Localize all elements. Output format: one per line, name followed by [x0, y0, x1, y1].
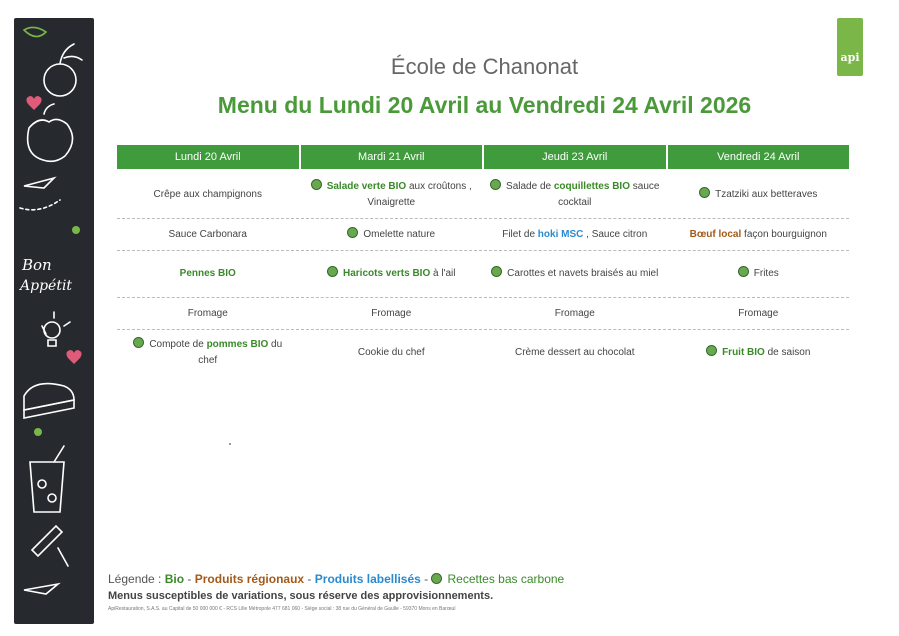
legend-prefix: Légende :	[108, 572, 165, 586]
low-carbon-leaf-icon	[431, 573, 442, 584]
day-header-row	[117, 145, 849, 172]
low-carbon-leaf-icon	[491, 266, 502, 277]
legend-separator: -	[184, 572, 195, 586]
stray-dot	[229, 443, 231, 445]
dish-highlight-text: Salade verte BIO	[326, 181, 407, 192]
legend	[108, 572, 564, 586]
dish-text: sauce cocktail	[558, 181, 660, 208]
dish-highlight-text: Haricots verts BIO	[342, 268, 431, 279]
dish-text: Tzatziki aux betteraves	[715, 189, 818, 200]
menu-row-dessert	[117, 330, 849, 376]
dish-text: de saison	[764, 347, 811, 358]
low-carbon-leaf-icon	[738, 266, 749, 277]
dish-text: Fromage	[187, 307, 228, 319]
menu-cell	[668, 251, 850, 298]
legend-regional: Produits régionaux	[194, 572, 305, 586]
dish-highlight-text: pommes BIO	[206, 339, 269, 350]
legend-separator: -	[420, 572, 432, 586]
menu-cell	[117, 330, 299, 376]
menu-row-cheese	[117, 298, 849, 330]
menu-cell	[484, 298, 666, 330]
low-carbon-leaf-icon	[133, 337, 144, 348]
dish-highlight-text: hoki MSC	[537, 228, 584, 240]
menu-cell	[117, 298, 299, 330]
low-carbon-leaf-icon	[706, 345, 717, 356]
legend-separator: -	[304, 572, 315, 586]
low-carbon-leaf-icon	[327, 266, 338, 277]
svg-text:Appétit: Appétit	[20, 278, 73, 294]
menu-cell	[668, 298, 850, 330]
low-carbon-leaf-icon	[490, 179, 501, 190]
menu-cell	[484, 219, 666, 251]
menu-cell	[301, 219, 483, 251]
menu-row-main	[117, 219, 849, 251]
menu-cell	[301, 172, 483, 219]
dish-text: Fromage	[738, 307, 779, 319]
dish-highlight-text: Fruit BIO	[722, 347, 765, 358]
menu-cell	[668, 330, 850, 376]
menu-cell	[301, 251, 483, 298]
weekly-menu-table	[115, 145, 851, 376]
dish-text: Filet de	[502, 228, 538, 240]
dish-text: Crêpe aux champignons	[153, 189, 262, 200]
school-name: École de Chanonat	[390, 54, 579, 79]
menu-cell	[484, 172, 666, 219]
menu-cell	[301, 298, 483, 330]
dish-text: Fromage	[554, 307, 595, 319]
dish-text: aux croûtons , Vinaigrette	[367, 181, 472, 208]
dish-text: Fromage	[371, 307, 412, 319]
menu-title: Menu du Lundi 20 Avril au Vendredi 24 Avril 2026	[217, 92, 752, 118]
day-header: Lundi 20 Avril	[117, 145, 299, 172]
menu-cell	[117, 251, 299, 298]
dish-text: du chef	[198, 339, 283, 366]
dish-text: à l'ail	[430, 268, 456, 279]
dish-text: Cookie du chef	[357, 347, 425, 358]
svg-text:Bon: Bon	[22, 256, 52, 274]
logo-text: api	[840, 51, 860, 64]
dish-highlight-text: Pennes BIO	[179, 268, 236, 279]
variation-note: Menus susceptibles de variations, sous réserve des approvisionnements.	[108, 590, 494, 602]
low-carbon-leaf-icon	[347, 227, 358, 238]
day-header: Mardi 21 Avril	[301, 145, 483, 172]
day-header: Vendredi 24 Avril	[668, 145, 850, 172]
dish-text: , Sauce citron	[583, 228, 648, 240]
dish-highlight-text: Bœuf local	[689, 228, 742, 240]
menu-cell	[117, 172, 299, 219]
dish-text: Frites	[753, 268, 779, 279]
menu-cell	[301, 330, 483, 376]
dish-highlight-text: coquillettes BIO	[553, 181, 630, 192]
menu-cell	[484, 251, 666, 298]
menu-cell	[117, 219, 299, 251]
legend-low-carbon: Recettes bas carbone	[447, 572, 565, 586]
legend-labelled: Produits labellisés	[314, 572, 421, 586]
dish-text: Compote de	[149, 339, 207, 350]
menu-cell	[668, 219, 850, 251]
menu-row-side	[117, 251, 849, 298]
low-carbon-leaf-icon	[699, 187, 710, 198]
menu-cell	[484, 330, 666, 376]
day-header: Jeudi 23 Avril	[484, 145, 666, 172]
legend-bio: Bio	[164, 572, 185, 586]
fine-print: ApiRestauration, S.A.S. au Capital de 50 000 000 € - RCS Lille Métropole 477 681 060 - Siège social : 38 rue du Général de Gaulle - 59370 Mons en Barœul	[108, 606, 456, 612]
dish-text: Sauce Carbonara	[168, 228, 247, 240]
dish-text: Crème dessert au chocolat	[514, 347, 635, 358]
dish-text: Carottes et navets braisés au miel	[507, 268, 659, 279]
menu-row-starter	[117, 172, 849, 219]
dish-text: façon bourguignon	[741, 228, 827, 240]
menu-cell	[668, 172, 850, 219]
dish-text: Omelette nature	[363, 228, 436, 240]
dish-text: Salade de	[506, 181, 554, 192]
low-carbon-leaf-icon	[311, 179, 322, 190]
